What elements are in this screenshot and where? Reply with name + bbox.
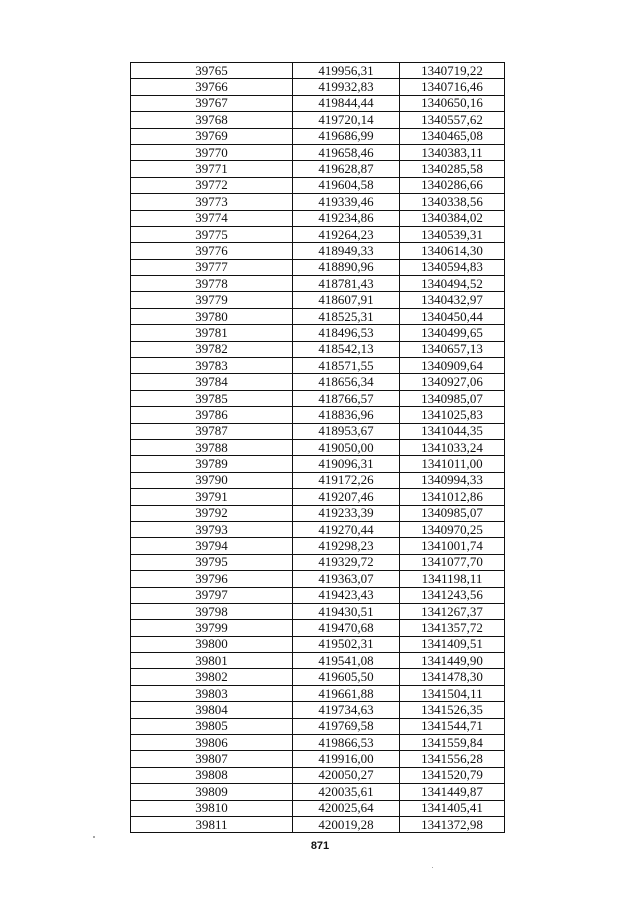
y-coordinate-cell: 1341526,35 [400,702,505,718]
table-row [131,636,505,652]
x-coordinate-cell: 419916,00 [293,751,400,767]
y-coordinate-cell: 1341012,86 [400,489,505,505]
table-row [131,423,505,439]
y-coordinate-cell: 1340657,13 [400,341,505,357]
point-number-cell: 39766 [131,79,293,95]
x-coordinate-cell: 420050,27 [293,767,400,783]
x-coordinate-cell: 418836,96 [293,407,400,423]
table-row [131,685,505,701]
x-coordinate-cell: 419720,14 [293,112,400,128]
x-coordinate-cell: 420025,64 [293,800,400,816]
x-coordinate-cell: 419339,46 [293,194,400,210]
x-coordinate-cell: 418525,31 [293,308,400,324]
x-coordinate-cell: 419423,43 [293,587,400,603]
table-row [131,554,505,570]
y-coordinate-cell: 1341409,51 [400,636,505,652]
point-number-cell: 39788 [131,439,293,455]
table-row [131,538,505,554]
point-number-cell: 39787 [131,423,293,439]
x-coordinate-cell: 419541,08 [293,653,400,669]
point-number-cell: 39765 [131,63,293,79]
y-coordinate-cell: 1341478,30 [400,669,505,685]
y-coordinate-cell: 1340465,08 [400,128,505,144]
point-number-cell: 39805 [131,718,293,734]
y-coordinate-cell: 1340499,65 [400,325,505,341]
y-coordinate-cell: 1341504,11 [400,685,505,701]
x-coordinate-cell: 419264,23 [293,226,400,242]
point-number-cell: 39767 [131,95,293,111]
point-number-cell: 39779 [131,292,293,308]
x-coordinate-cell: 418496,53 [293,325,400,341]
point-number-cell: 39804 [131,702,293,718]
x-coordinate-cell: 418890,96 [293,259,400,275]
point-number-cell: 39778 [131,276,293,292]
point-number-cell: 39776 [131,243,293,259]
y-coordinate-cell: 1340716,46 [400,79,505,95]
table-row [131,620,505,636]
y-coordinate-cell: 1341198,11 [400,571,505,587]
point-number-cell: 39811 [131,816,293,832]
point-number-cell: 39771 [131,161,293,177]
coordinates-table-body [131,63,505,833]
point-number-cell: 39775 [131,226,293,242]
point-number-cell: 39809 [131,784,293,800]
y-coordinate-cell: 1341405,41 [400,800,505,816]
y-coordinate-cell: 1341011,00 [400,456,505,472]
x-coordinate-cell: 418949,33 [293,243,400,259]
y-coordinate-cell: 1341357,72 [400,620,505,636]
table-row [131,243,505,259]
table-row [131,226,505,242]
table-row [131,95,505,111]
point-number-cell: 39794 [131,538,293,554]
scan-speck [93,836,95,838]
table-row [131,800,505,816]
x-coordinate-cell: 419470,68 [293,620,400,636]
table-row [131,653,505,669]
y-coordinate-cell: 1340719,22 [400,63,505,79]
y-coordinate-cell: 1340985,07 [400,505,505,521]
table-row [131,718,505,734]
point-number-cell: 39768 [131,112,293,128]
table-row [131,456,505,472]
point-number-cell: 39808 [131,767,293,783]
scan-speck [432,867,433,868]
point-number-cell: 39797 [131,587,293,603]
y-coordinate-cell: 1340994,33 [400,472,505,488]
y-coordinate-cell: 1340594,83 [400,259,505,275]
point-number-cell: 39773 [131,194,293,210]
y-coordinate-cell: 1340557,62 [400,112,505,128]
y-coordinate-cell: 1340383,11 [400,144,505,160]
table-row [131,112,505,128]
y-coordinate-cell: 1340614,30 [400,243,505,259]
y-coordinate-cell: 1340286,66 [400,177,505,193]
table-row [131,341,505,357]
point-number-cell: 39786 [131,407,293,423]
x-coordinate-cell: 419628,87 [293,161,400,177]
table-row [131,407,505,423]
x-coordinate-cell: 419686,99 [293,128,400,144]
x-coordinate-cell: 419270,44 [293,521,400,537]
x-coordinate-cell: 420035,61 [293,784,400,800]
point-number-cell: 39795 [131,554,293,570]
point-number-cell: 39803 [131,685,293,701]
point-number-cell: 39777 [131,259,293,275]
x-coordinate-cell: 419604,58 [293,177,400,193]
table-row [131,603,505,619]
page-number: 871 [310,840,330,852]
y-coordinate-cell: 1341372,98 [400,816,505,832]
table-row [131,767,505,783]
table-row [131,161,505,177]
point-number-cell: 39790 [131,472,293,488]
point-number-cell: 39793 [131,521,293,537]
table-row [131,210,505,226]
table-row [131,505,505,521]
point-number-cell: 39781 [131,325,293,341]
y-coordinate-cell: 1341556,28 [400,751,505,767]
y-coordinate-cell: 1341520,79 [400,767,505,783]
table-row [131,571,505,587]
table-row [131,358,505,374]
table-row [131,784,505,800]
table-row [131,63,505,79]
point-number-cell: 39782 [131,341,293,357]
table-row [131,292,505,308]
point-number-cell: 39792 [131,505,293,521]
y-coordinate-cell: 1340539,31 [400,226,505,242]
point-number-cell: 39789 [131,456,293,472]
y-coordinate-cell: 1341449,87 [400,784,505,800]
table-row [131,587,505,603]
y-coordinate-cell: 1340909,64 [400,358,505,374]
table-row [131,735,505,751]
x-coordinate-cell: 419050,00 [293,439,400,455]
y-coordinate-cell: 1341559,84 [400,735,505,751]
point-number-cell: 39799 [131,620,293,636]
coordinates-table [130,62,505,833]
x-coordinate-cell: 419172,26 [293,472,400,488]
y-coordinate-cell: 1341544,71 [400,718,505,734]
y-coordinate-cell: 1340338,56 [400,194,505,210]
y-coordinate-cell: 1340970,25 [400,521,505,537]
x-coordinate-cell: 419502,31 [293,636,400,652]
x-coordinate-cell: 419844,44 [293,95,400,111]
point-number-cell: 39774 [131,210,293,226]
x-coordinate-cell: 419233,39 [293,505,400,521]
point-number-cell: 39807 [131,751,293,767]
point-number-cell: 39802 [131,669,293,685]
x-coordinate-cell: 418607,91 [293,292,400,308]
table-row [131,194,505,210]
y-coordinate-cell: 1341044,35 [400,423,505,439]
y-coordinate-cell: 1341077,70 [400,554,505,570]
point-number-cell: 39772 [131,177,293,193]
y-coordinate-cell: 1341449,90 [400,653,505,669]
x-coordinate-cell: 420019,28 [293,816,400,832]
table-row [131,308,505,324]
x-coordinate-cell: 419605,50 [293,669,400,685]
point-number-cell: 39784 [131,374,293,390]
table-row [131,472,505,488]
point-number-cell: 39796 [131,571,293,587]
table-row [131,325,505,341]
table-row [131,259,505,275]
table-row [131,521,505,537]
point-number-cell: 39783 [131,358,293,374]
x-coordinate-cell: 419866,53 [293,735,400,751]
x-coordinate-cell: 419661,88 [293,685,400,701]
table-row [131,439,505,455]
point-number-cell: 39785 [131,390,293,406]
x-coordinate-cell: 418571,55 [293,358,400,374]
table-row [131,128,505,144]
table-row [131,79,505,95]
y-coordinate-cell: 1340432,97 [400,292,505,308]
x-coordinate-cell: 419658,46 [293,144,400,160]
x-coordinate-cell: 419932,83 [293,79,400,95]
y-coordinate-cell: 1340650,16 [400,95,505,111]
point-number-cell: 39800 [131,636,293,652]
point-number-cell: 39798 [131,603,293,619]
x-coordinate-cell: 418542,13 [293,341,400,357]
y-coordinate-cell: 1341267,37 [400,603,505,619]
y-coordinate-cell: 1340494,52 [400,276,505,292]
table-row [131,669,505,685]
table-row [131,751,505,767]
table-row [131,374,505,390]
x-coordinate-cell: 419734,63 [293,702,400,718]
x-coordinate-cell: 419234,86 [293,210,400,226]
point-number-cell: 39791 [131,489,293,505]
y-coordinate-cell: 1340285,58 [400,161,505,177]
table-row [131,144,505,160]
table-row [131,816,505,832]
point-number-cell: 39801 [131,653,293,669]
x-coordinate-cell: 418766,57 [293,390,400,406]
table-row [131,390,505,406]
x-coordinate-cell: 418656,34 [293,374,400,390]
point-number-cell: 39810 [131,800,293,816]
point-number-cell: 39806 [131,735,293,751]
x-coordinate-cell: 418781,43 [293,276,400,292]
x-coordinate-cell: 419207,46 [293,489,400,505]
x-coordinate-cell: 419096,31 [293,456,400,472]
table-row [131,276,505,292]
point-number-cell: 39780 [131,308,293,324]
table-row [131,702,505,718]
point-number-cell: 39770 [131,144,293,160]
x-coordinate-cell: 419956,31 [293,63,400,79]
y-coordinate-cell: 1341243,56 [400,587,505,603]
x-coordinate-cell: 419363,07 [293,571,400,587]
x-coordinate-cell: 419769,58 [293,718,400,734]
y-coordinate-cell: 1340450,44 [400,308,505,324]
y-coordinate-cell: 1341025,83 [400,407,505,423]
table-row [131,489,505,505]
x-coordinate-cell: 419298,23 [293,538,400,554]
y-coordinate-cell: 1341033,24 [400,439,505,455]
table-row [131,177,505,193]
x-coordinate-cell: 419430,51 [293,603,400,619]
y-coordinate-cell: 1340384,02 [400,210,505,226]
y-coordinate-cell: 1341001,74 [400,538,505,554]
x-coordinate-cell: 418953,67 [293,423,400,439]
y-coordinate-cell: 1340985,07 [400,390,505,406]
x-coordinate-cell: 419329,72 [293,554,400,570]
point-number-cell: 39769 [131,128,293,144]
y-coordinate-cell: 1340927,06 [400,374,505,390]
